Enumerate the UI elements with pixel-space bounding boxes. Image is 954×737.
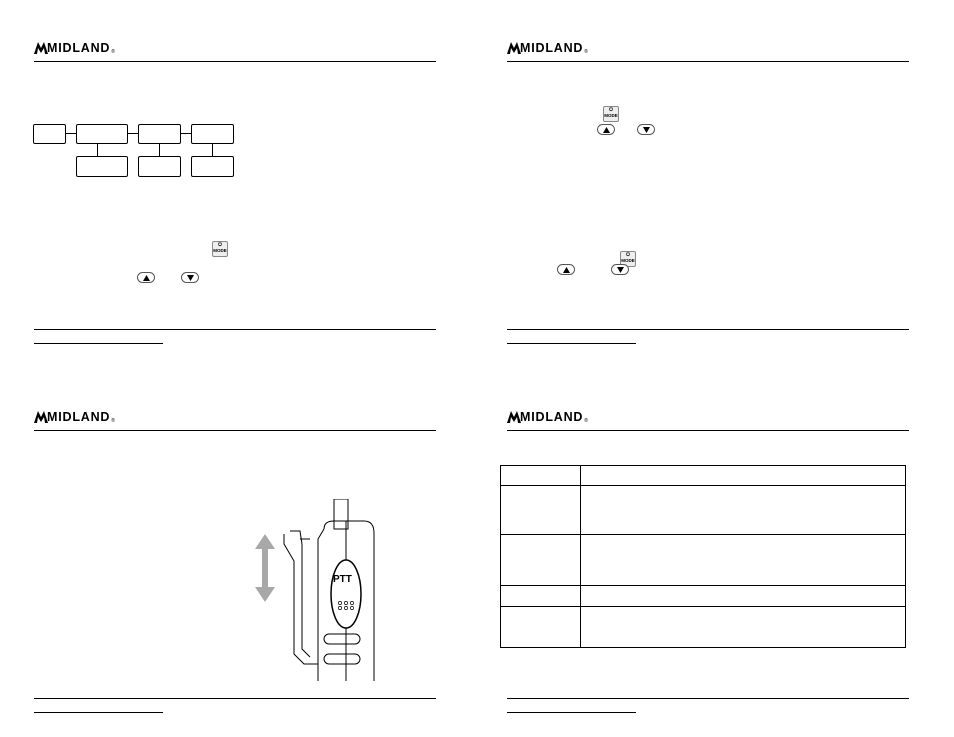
diagram-connector xyxy=(97,144,98,156)
mode-label: MODE xyxy=(604,113,618,118)
midland-m-mark-icon xyxy=(34,411,48,423)
table-row xyxy=(501,486,906,535)
table-cell xyxy=(501,466,581,486)
table-cell xyxy=(581,466,906,486)
midland-logo xyxy=(507,410,588,424)
table-row xyxy=(501,586,906,607)
logo-text: MIDLAND xyxy=(520,410,584,424)
manual-page-1 xyxy=(0,0,477,369)
table-cell xyxy=(501,535,581,586)
table-cell xyxy=(581,535,906,586)
diagram-connector xyxy=(159,144,160,156)
footer-rule xyxy=(34,329,436,330)
slide-direction-arrow-icon xyxy=(255,534,275,602)
troubleshooting-table xyxy=(500,465,906,648)
diagram-connector xyxy=(128,133,138,134)
mode-button-icon xyxy=(603,106,619,122)
table-row xyxy=(501,535,906,586)
registered-mark: ® xyxy=(111,49,115,55)
footer-short-rule xyxy=(34,343,163,344)
up-arrow-icon xyxy=(557,264,575,275)
mode-label: MODE xyxy=(213,248,227,253)
power-symbol-icon: ⏻ xyxy=(609,107,613,113)
manual-page-3 xyxy=(0,369,477,737)
table-cell xyxy=(581,486,906,535)
diagram-box-4 xyxy=(191,124,234,144)
ptt-button-label: PTT xyxy=(333,574,352,585)
midland-logo xyxy=(34,41,115,55)
logo-text: MIDLAND xyxy=(47,410,111,424)
down-arrow-icon xyxy=(181,272,199,283)
up-arrow-icon xyxy=(597,124,615,135)
table-cell xyxy=(501,486,581,535)
manual-page-4 xyxy=(477,369,954,737)
diagram-connector xyxy=(66,133,76,134)
logo-text: MIDLAND xyxy=(47,41,111,55)
table-cell xyxy=(501,607,581,648)
registered-mark: ® xyxy=(584,49,588,55)
diagram-box-5 xyxy=(76,156,128,177)
power-symbol-icon: ⏻ xyxy=(626,252,630,258)
diagram-box-1 xyxy=(33,124,66,144)
footer-rule xyxy=(507,329,909,330)
belt-clip-illustration xyxy=(250,499,390,681)
header-rule xyxy=(507,61,909,62)
diagram-box-3 xyxy=(138,124,181,144)
midland-logo xyxy=(34,410,115,424)
midland-m-mark-icon xyxy=(507,411,521,423)
table-cell xyxy=(581,586,906,607)
table-cell xyxy=(501,586,581,607)
table-row xyxy=(501,607,906,648)
diagram-connector xyxy=(181,133,191,134)
down-arrow-icon xyxy=(611,264,629,275)
header-rule xyxy=(507,430,909,431)
mode-label: MODE xyxy=(621,258,635,263)
diagram-connector xyxy=(212,144,213,156)
footer-short-rule xyxy=(507,712,636,713)
footer-short-rule xyxy=(507,343,636,344)
diagram-box-7 xyxy=(191,156,234,177)
diagram-box-6 xyxy=(138,156,181,177)
registered-mark: ® xyxy=(111,418,115,424)
up-arrow-icon xyxy=(137,272,155,283)
midland-logo xyxy=(507,41,588,55)
header-rule xyxy=(34,430,436,431)
midland-m-mark-icon xyxy=(507,42,521,54)
registered-mark: ® xyxy=(584,418,588,424)
table-row xyxy=(501,466,906,486)
power-symbol-icon: ⏻ xyxy=(218,242,222,248)
footer-short-rule xyxy=(34,712,163,713)
mode-button-icon xyxy=(212,241,228,257)
header-rule xyxy=(34,61,436,62)
logo-text: MIDLAND xyxy=(520,41,584,55)
footer-rule xyxy=(507,698,909,699)
table-cell xyxy=(581,607,906,648)
midland-m-mark-icon xyxy=(34,42,48,54)
diagram-box-2 xyxy=(76,124,128,144)
down-arrow-icon xyxy=(637,124,655,135)
manual-page-2 xyxy=(477,0,954,369)
footer-rule xyxy=(34,698,436,699)
